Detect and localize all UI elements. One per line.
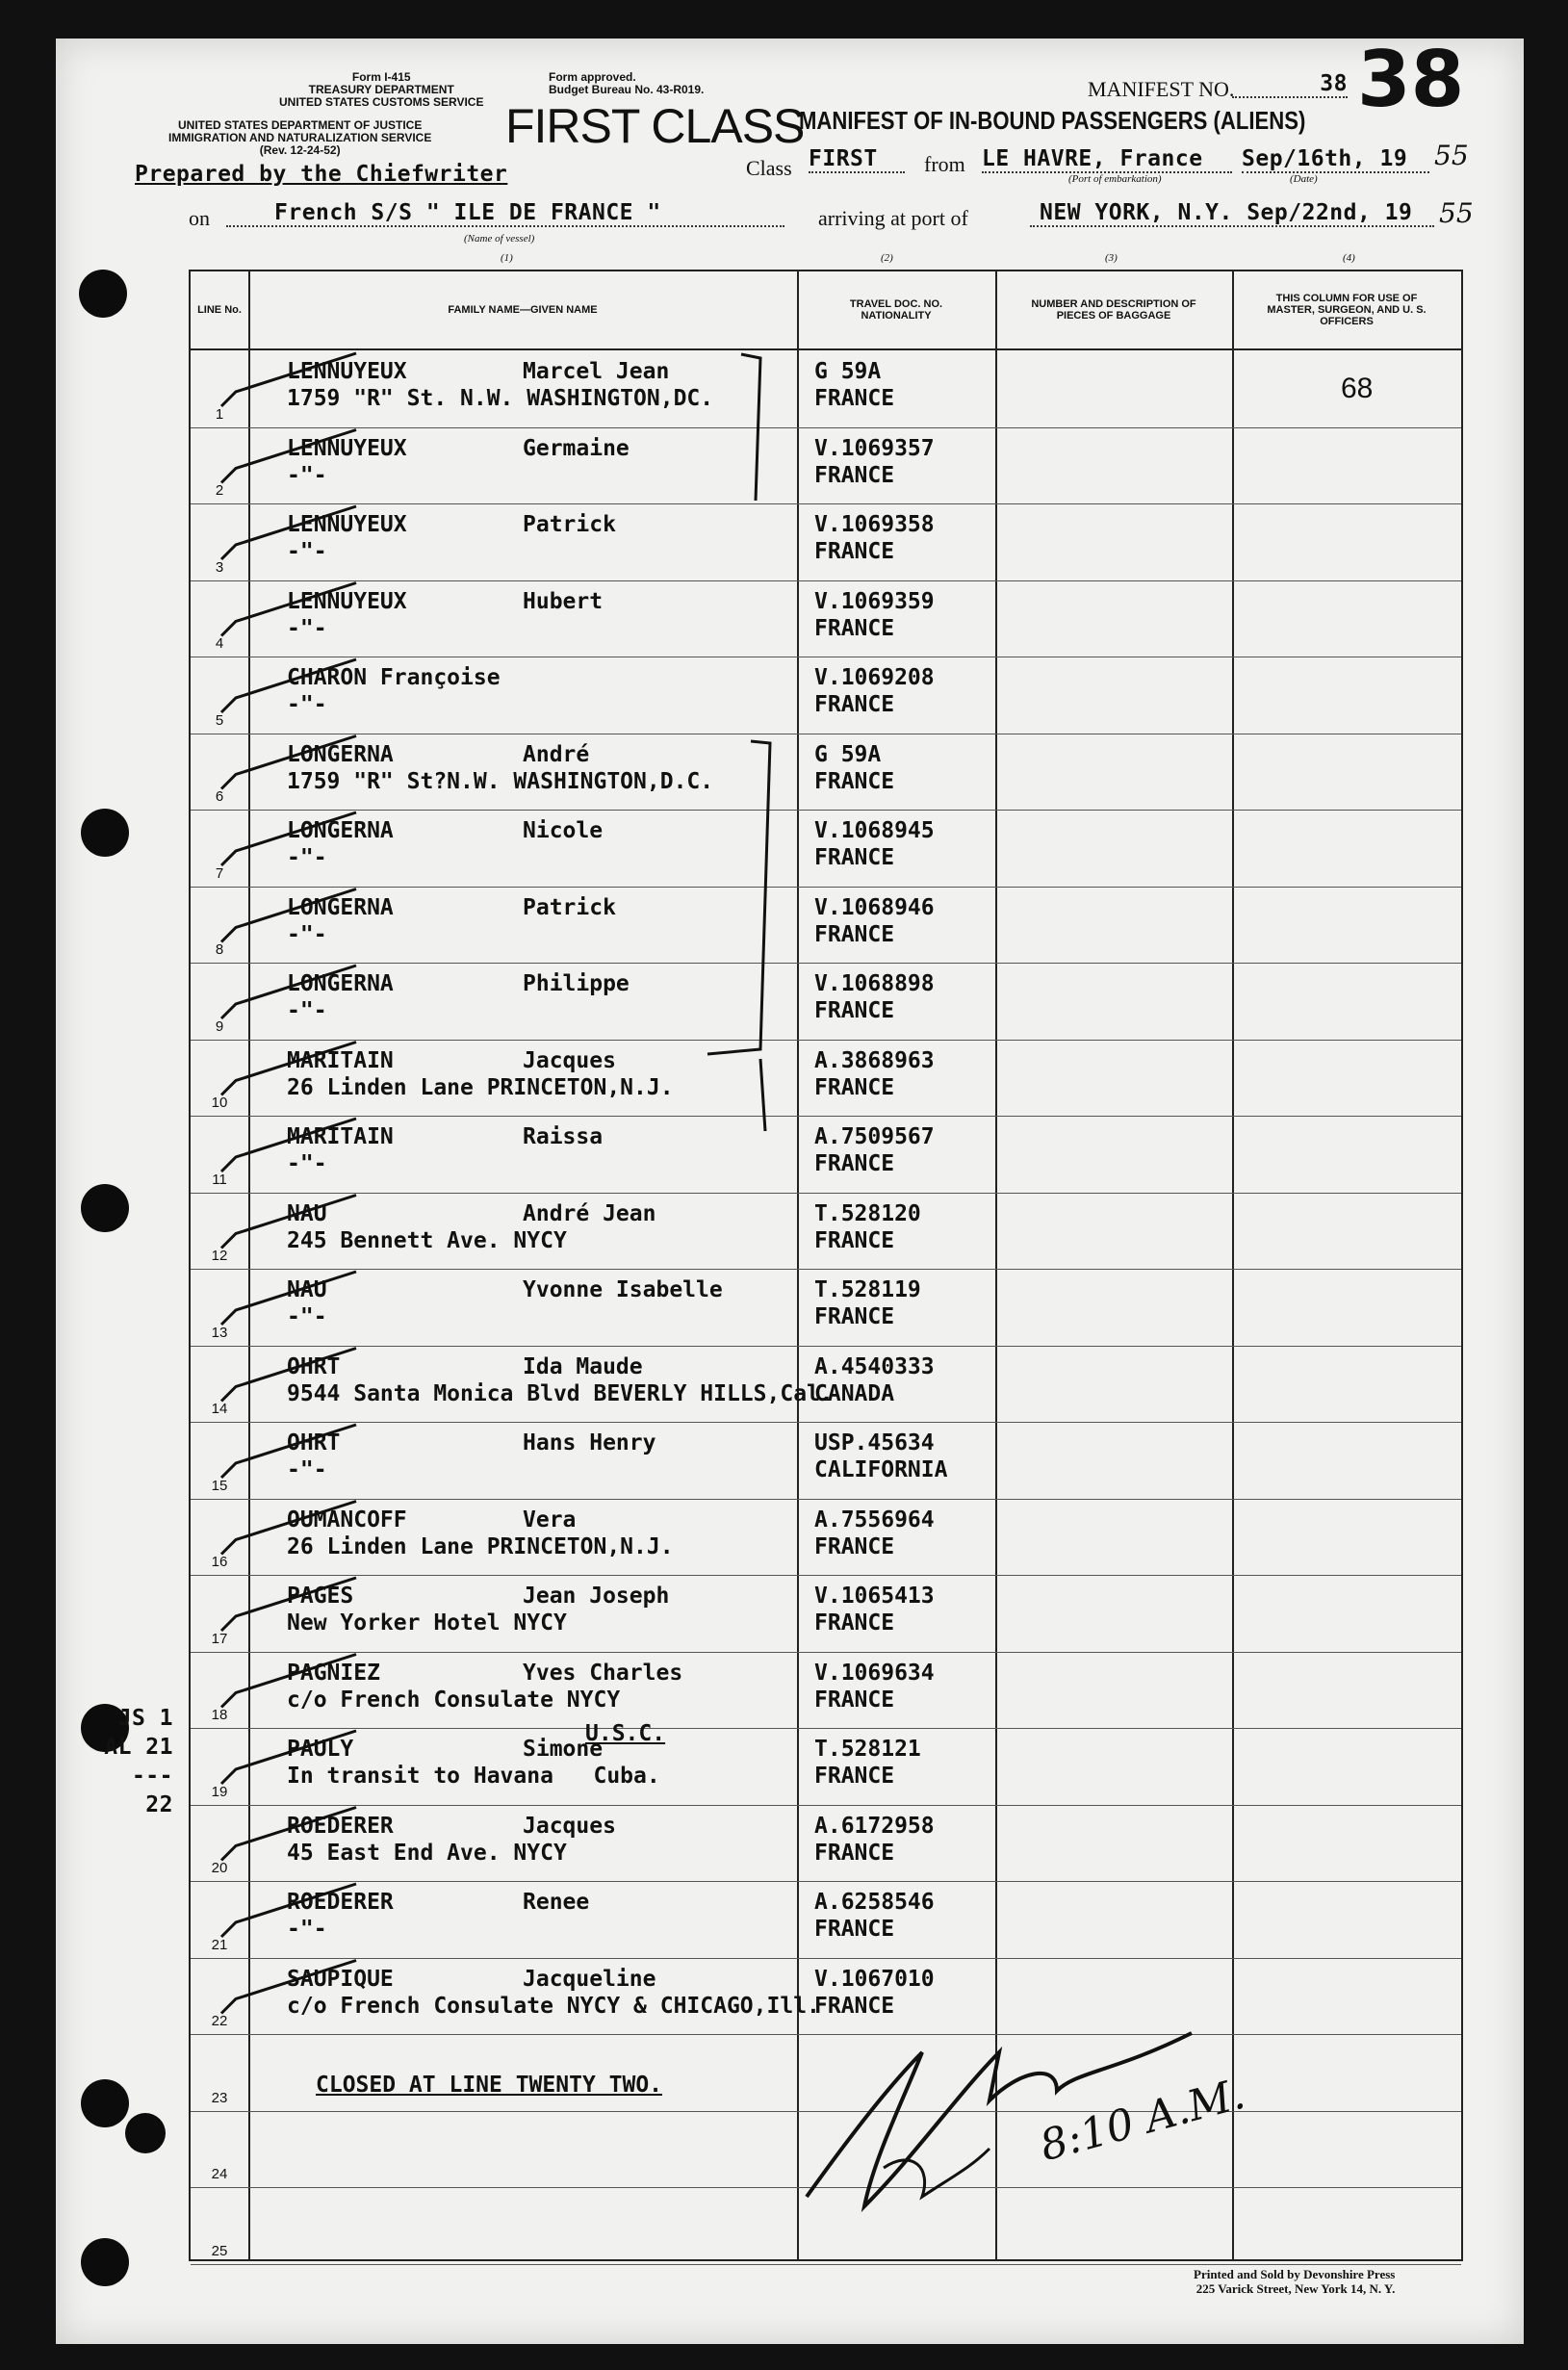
address-line: 9544 Santa Monica Blvd BEVERLY HILLS,Cal. [287, 1380, 834, 1406]
nationality: FRANCE [814, 1687, 895, 1713]
given-name: Jean Joseph [523, 1584, 670, 1609]
travel-doc-number: V.1068946 [814, 894, 935, 920]
family-name: PAULY [287, 1737, 354, 1762]
given-name: André Jean [523, 1200, 656, 1226]
address-line: -"- [287, 998, 327, 1023]
travel-doc-number: V.1065413 [814, 1584, 935, 1609]
travel-doc-number: A.6258546 [814, 1890, 935, 1915]
nationality: FRANCE [814, 462, 895, 488]
officer-number: 68 [1341, 373, 1374, 404]
line-number: 16 [211, 1554, 228, 1570]
line-number: 5 [215, 711, 224, 729]
row-divider [191, 1575, 1461, 1576]
column-divider [1232, 271, 1234, 2259]
family-name: PAGNIEZ [287, 1660, 380, 1686]
address-line: -"- [287, 1151, 327, 1176]
address-line: -"- [287, 1457, 327, 1482]
given-name: Hubert [523, 588, 604, 614]
row-divider [191, 1652, 1461, 1653]
address-line: -"- [287, 539, 327, 564]
column-divider [797, 271, 799, 2259]
line-number: 14 [211, 1401, 228, 1417]
family-name: ROEDERER [287, 1813, 394, 1839]
header-officers: THIS COLUMN FOR USE OF MASTER, SURGEON, AND U. S. OFFICERS [1267, 293, 1427, 327]
given-name: Yves Charles [523, 1660, 683, 1686]
nationality: FRANCE [814, 1917, 895, 1942]
header-name: FAMILY NAME—GIVEN NAME [448, 304, 598, 316]
signature-time: 8:10 A.M. [1035, 2069, 1250, 2172]
given-name: Hans Henry [523, 1430, 656, 1455]
given-name: Renee [523, 1890, 590, 1915]
binder-hole [81, 2238, 129, 2286]
given-name: Raissa [523, 1124, 604, 1149]
family-name: SAUPIQUE [287, 1966, 394, 1992]
arriving-label: arriving at port of [818, 206, 968, 230]
given-name: Simone [523, 1737, 604, 1762]
travel-doc-number: A.3868963 [814, 1047, 935, 1073]
family-name: CHARON Françoise [287, 665, 501, 690]
row-divider [191, 1116, 1461, 1117]
address-line: 26 Linden Lane PRINCETON,N.J. [287, 1533, 674, 1559]
closed-note: CLOSED AT LINE TWENTY TWO. [316, 2073, 663, 2098]
travel-doc-number: V.1068898 [814, 971, 935, 996]
arrival-year: 55 [1439, 197, 1474, 229]
column-divider [248, 271, 250, 2259]
line-number: 2 [215, 482, 224, 499]
nationality: FRANCE [814, 1764, 895, 1789]
given-name: Jacqueline [523, 1966, 656, 1992]
line-number: 17 [211, 1630, 228, 1647]
given-name: Patrick [523, 894, 616, 920]
travel-doc-number: A.7509567 [814, 1124, 935, 1149]
travel-doc-number: V.1069357 [814, 435, 935, 461]
row-divider [191, 1881, 1461, 1882]
port-of-embarkation: LE HAVRE, France [982, 146, 1232, 173]
given-name: Nicole [523, 818, 604, 843]
binder-hole [81, 1184, 129, 1232]
line-number: 3 [215, 558, 224, 576]
given-name: Philippe [523, 971, 630, 996]
family-name: LONGERNA [287, 741, 394, 767]
address-line: -"- [287, 615, 327, 641]
line-number: 7 [215, 864, 224, 882]
address-line: 26 Linden Lane PRINCETON,N.J. [287, 1074, 674, 1100]
line-number: 13 [211, 1324, 228, 1341]
col-number-3: (3) [1105, 252, 1118, 264]
family-name: LONGERNA [287, 894, 394, 920]
nationality: FRANCE [814, 1227, 895, 1253]
travel-doc-number: V.1069634 [814, 1660, 935, 1686]
nationality: CANADA [814, 1380, 895, 1406]
nationality: FRANCE [814, 1993, 895, 2019]
vessel-name: French S/S " ILE DE FRANCE " [226, 200, 784, 227]
nationality: FRANCE [814, 1533, 895, 1559]
header-baggage: NUMBER AND DESCRIPTION OF PIECES OF BAGGAGE [1031, 298, 1196, 322]
passenger-table [189, 270, 1463, 2261]
address-line: In transit to Havana Cuba. [287, 1764, 660, 1789]
address-line: c/o French Consulate NYCY & CHICAGO,Ill. [287, 1993, 820, 2019]
line-number: 9 [215, 1018, 224, 1035]
nationality: FRANCE [814, 692, 895, 717]
line-number: 6 [215, 788, 224, 805]
given-name: Germaine [523, 435, 630, 461]
address-line: -"- [287, 921, 327, 947]
margin-marks: JS 1 AL 21 --- 22 [104, 1706, 173, 1817]
approval-block: Form approved. Budget Bureau No. 43-R019. [549, 70, 705, 96]
form-number-block: Form I-415 TREASURY DEPARTMENT UNITED STATES CUSTOMS SERVICE [279, 70, 484, 109]
form-title: MANIFEST OF IN-BOUND PASSENGERS (ALIENS) [799, 106, 1306, 135]
row-divider [191, 810, 1461, 811]
given-name: Jacques [523, 1047, 616, 1073]
travel-doc-number: G 59A [814, 359, 882, 384]
row-divider [191, 1499, 1461, 1500]
travel-doc-number: V.1067010 [814, 1966, 935, 1992]
address-line: New Yorker Hotel NYCY [287, 1610, 567, 1636]
nationality: FRANCE [814, 386, 895, 411]
column-divider [995, 271, 997, 2259]
row-divider [191, 963, 1461, 964]
printer-credit: Printed and Sold by Devonshire Press 225 Varick Street, New York 14, N. Y. [1194, 2267, 1396, 2296]
binder-hole [125, 2113, 166, 2153]
family-name: MARITAIN [287, 1047, 394, 1073]
nationality: FRANCE [814, 845, 895, 870]
family-name: OHRT [287, 1353, 341, 1379]
row-divider [191, 1269, 1461, 1270]
travel-doc-number: G 59A [814, 741, 882, 767]
given-name: Yvonne Isabelle [523, 1277, 723, 1302]
row-divider [191, 887, 1461, 888]
arrival-port-date: NEW YORK, N.Y. Sep/22nd, 19 [1030, 200, 1434, 227]
nationality: CALIFORNIA [814, 1457, 948, 1482]
line-number: 12 [211, 1248, 228, 1264]
row-divider [191, 1805, 1461, 1806]
family-name: LENNUYEUX [287, 588, 407, 614]
row-divider [191, 503, 1461, 504]
travel-doc-number: USP.45634 [814, 1430, 935, 1455]
nationality: FRANCE [814, 1304, 895, 1329]
row-divider [191, 2264, 1461, 2265]
address-line: 1759 "R" St?N.W. WASHINGTON,D.C. [287, 768, 714, 794]
line-number: 8 [215, 941, 224, 958]
family-name: PAGES [287, 1584, 354, 1609]
family-name: NAU [287, 1277, 327, 1302]
travel-doc-number: A.4540333 [814, 1353, 935, 1379]
given-name: Ida Maude [523, 1353, 643, 1379]
travel-doc-number: T.528120 [814, 1200, 921, 1226]
line-number: 11 [212, 1171, 227, 1188]
nationality: FRANCE [814, 1074, 895, 1100]
class-label: Class [746, 156, 792, 180]
travel-doc-number: T.528119 [814, 1277, 921, 1302]
manifest-label: MANIFEST NO. [1088, 77, 1235, 101]
nationality: FRANCE [814, 1610, 895, 1636]
family-name: OHRT [287, 1430, 341, 1455]
address-line: -"- [287, 1917, 327, 1942]
binder-hole [81, 809, 129, 857]
given-name: Patrick [523, 512, 616, 537]
address-line: 45 East End Ave. NYCY [287, 1840, 567, 1866]
on-label: on [189, 206, 210, 230]
nationality: FRANCE [814, 539, 895, 564]
nationality: FRANCE [814, 615, 895, 641]
line-number: 22 [211, 2013, 228, 2029]
line-number: 10 [211, 1095, 228, 1111]
line-number: 24 [211, 2166, 228, 2182]
family-name: LENNUYEUX [287, 359, 407, 384]
address-line: 245 Bennett Ave. NYCY [287, 1227, 567, 1253]
departure-date: Sep/16th, 19 [1242, 146, 1429, 173]
family-name: NAU [287, 1200, 327, 1226]
family-name: MARITAIN [287, 1124, 394, 1149]
from-label: from [924, 152, 965, 176]
address-line: -"- [287, 462, 327, 488]
header-divider [191, 348, 1461, 350]
row-divider [191, 1422, 1461, 1423]
family-name: LENNUYEUX [287, 435, 407, 461]
class-value: FIRST [809, 146, 905, 173]
line-number: 18 [211, 1707, 228, 1723]
row-divider [191, 580, 1461, 581]
given-name: Jacques [523, 1813, 616, 1839]
address-line: 1759 "R" St. N.W. WASHINGTON,DC. [287, 386, 714, 411]
nationality: FRANCE [814, 768, 895, 794]
manifest-number-handwritten: 38 [1357, 35, 1465, 124]
family-name: LONGERNA [287, 818, 394, 843]
row-divider [191, 1193, 1461, 1194]
given-name: André [523, 741, 590, 767]
line-number: 4 [215, 635, 224, 652]
given-name: Marcel Jean [523, 359, 670, 384]
binder-hole [79, 270, 127, 318]
nationality: FRANCE [814, 1840, 895, 1866]
col-number-1: (1) [501, 252, 513, 264]
row-divider [191, 1346, 1461, 1347]
manifest-number: 38 [1232, 71, 1348, 98]
travel-doc-number: V.1069208 [814, 665, 935, 690]
address-line: -"- [287, 845, 327, 870]
travel-doc-number: A.6172958 [814, 1813, 935, 1839]
nationality: FRANCE [814, 921, 895, 947]
travel-doc-number: V.1068945 [814, 818, 935, 843]
line-number: 21 [211, 1936, 228, 1953]
usc-note: U.S.C. [585, 1721, 666, 1746]
row-divider [191, 1728, 1461, 1729]
line-number: 19 [211, 1783, 228, 1800]
row-divider [191, 1958, 1461, 1959]
binder-hole [81, 2079, 129, 2127]
line-number: 1 [215, 405, 224, 423]
prepared-by: Prepared by the Chiefwriter [135, 162, 508, 187]
col-number-4: (4) [1343, 252, 1355, 264]
date-caption: (Date) [1290, 173, 1318, 185]
address-line: -"- [287, 1304, 327, 1329]
family-name: LONGERNA [287, 971, 394, 996]
department-block: UNITED STATES DEPARTMENT OF JUSTICE IMMIGRATION AND NATURALIZATION SERVICE (Rev. 12-24-52) [168, 118, 432, 157]
travel-doc-number: A.7556964 [814, 1507, 935, 1533]
address-line: c/o French Consulate NYCY [287, 1687, 621, 1713]
family-name: LENNUYEUX [287, 512, 407, 537]
nationality: FRANCE [814, 998, 895, 1023]
departure-year: 55 [1434, 140, 1469, 171]
line-number: 15 [211, 1477, 228, 1494]
family-name: ROEDERER [287, 1890, 394, 1915]
travel-doc-number: T.528121 [814, 1737, 921, 1762]
line-number: 25 [211, 2242, 228, 2259]
row-divider [191, 1040, 1461, 1041]
vessel-caption: (Name of vessel) [464, 233, 535, 245]
col-number-2: (2) [881, 252, 893, 264]
line-number: 20 [211, 1860, 228, 1876]
given-name: Vera [523, 1507, 577, 1533]
port-caption: (Port of embarkation) [1068, 173, 1162, 185]
header-travel-doc: TRAVEL DOC. NO. NATIONALITY [849, 298, 943, 322]
nationality: FRANCE [814, 1151, 895, 1176]
line-number: 23 [211, 2089, 228, 2106]
header-line-no: LINE No. [197, 304, 242, 316]
address-line: -"- [287, 692, 327, 717]
row-divider [191, 427, 1461, 428]
first-class-stamp: FIRST CLASS [505, 99, 805, 153]
family-name: OUMANCOFF [287, 1507, 407, 1533]
travel-doc-number: V.1069359 [814, 588, 935, 614]
travel-doc-number: V.1069358 [814, 512, 935, 537]
